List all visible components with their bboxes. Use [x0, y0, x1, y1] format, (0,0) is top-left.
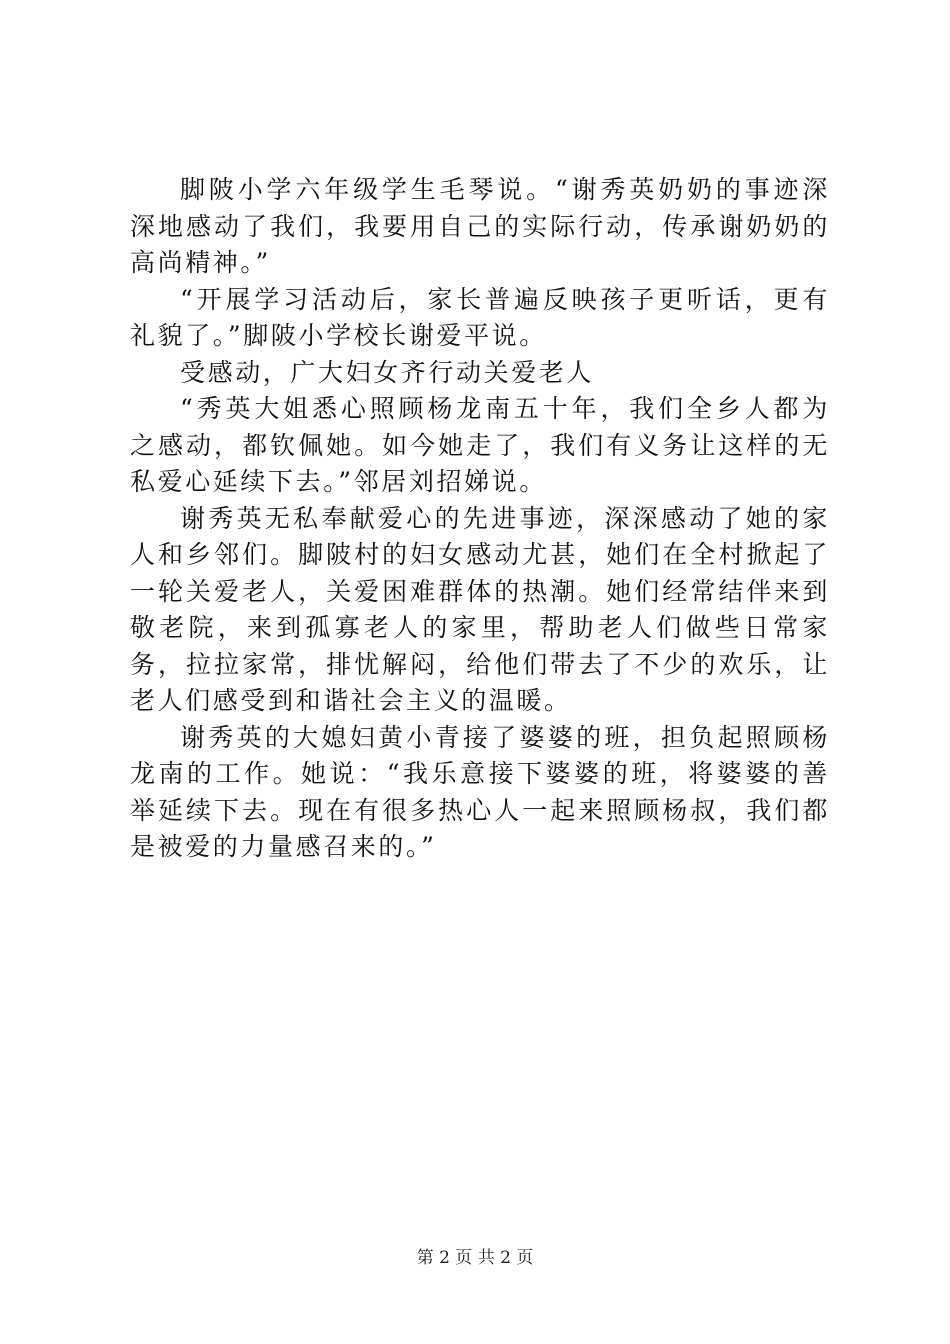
paragraph-3-subheading: 受感动，广大妇女齐行动关爱老人	[180, 357, 595, 387]
paragraph-5: 谢秀英无私奉献爱心的先进事迹，深深感动了她的家人和乡邻们。脚陂村的妇女感动尤甚，她们在全村掀起了一轮关爱老人，关爱困难群体的热潮。她们经常结伴来到敬老院，来到孤寡老人的家里，帮助老人们做些日常家务，拉拉家常，排忧解闷，给他们带去了不少的欢乐，让老人们感受到和谐社会主义的温暖。	[130, 503, 830, 715]
paragraph-4: “秀英大姐悉心照顾杨龙南五十年，我们全乡人都为之感动，都钦佩她。如今她走了，我们有义务让这样的无私爱心延续下去。”邻居刘招娣说。	[130, 394, 830, 496]
paragraph-6: 谢秀英的大媳妇黄小青接了婆婆的班，担负起照顾杨龙南的工作。她说：“我乐意接下婆婆的班，将婆婆的善举延续下去。现在有很多热心人一起来照顾杨叔，我们都是被爱的力量感召来的。”	[130, 722, 830, 861]
document-body	[130, 172, 830, 866]
paragraph-2: “开展学习活动后，家长普遍反映孩子更听话，更有礼貌了。”脚陂小学校长谢爱平说。	[130, 284, 830, 350]
page-number-footer: 第 2 页 共 2 页	[416, 1248, 534, 1268]
paragraph-1: 脚陂小学六年级学生毛琴说。“谢秀英奶奶的事迹深深地感动了我们，我要用自己的实际行动，传承谢奶奶的高尚精神。”	[130, 175, 830, 277]
